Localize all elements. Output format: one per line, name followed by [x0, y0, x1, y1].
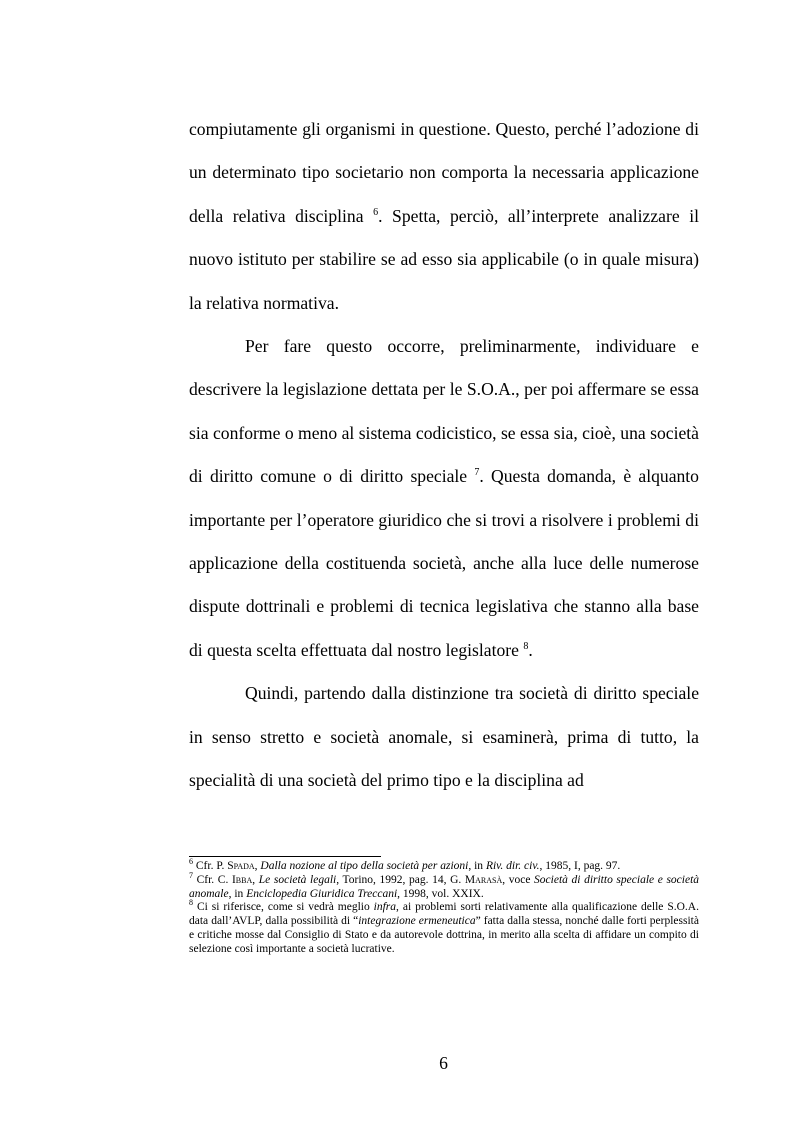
footnote-ref-8[interactable]: 8 [523, 641, 529, 653]
footnote-6 [189, 857, 699, 874]
footnote-6-number: 6 [189, 857, 193, 867]
paragraph-1-text-b: . Spetta, perciò, all’interprete analizzare il nuovo istituto per stabilire se ad esso sia applicabile (o in quale misura) la relativa normativa. [189, 205, 699, 313]
footnote-7-text: , in [228, 887, 247, 900]
paragraph-2-text-b: . Questa domanda, è alquanto importante per l’operatore giuridico che si trovi a risolvere i problemi di applicazione della costituenda società, anche alla luce delle numerose dispute dottrinali e problemi di tecnica legislativa che stanno alla base di questa scelta effettuata dal nostro legislatore [189, 466, 699, 660]
footnote-8-text: Ci si riferisce, come si vedrà meglio [193, 901, 374, 914]
footnote-6-text: Cfr. P. [193, 860, 228, 872]
footnote-7-title: Le società legali [258, 873, 337, 886]
paragraph-2-text-a: Per fare questo occorre, preliminarmente, individuare e descrivere la legislazione dettata per le S.O.A., per poi affermare se essa sia conforme o meno al sistema codicistico, se essa sia, cioè, una società di diritto comune o di diritto speciale [189, 336, 699, 487]
footnote-7-text: , [252, 873, 259, 886]
footnote-7-text: , Torino, 1992, pag. 14, G. [336, 873, 465, 886]
paragraph-3 [189, 672, 699, 802]
footnotes [189, 857, 700, 957]
footnote-7-title: Società di diritto speciale e società anomale [189, 873, 700, 900]
footnote-6-text: , [254, 860, 261, 872]
footnote-7-text: , voce [502, 873, 535, 886]
footnote-6-author: Spada [227, 860, 255, 872]
footnote-8-number: 8 [189, 898, 193, 908]
footnote-8-text: , ai problemi sorti relativamente alla qualificazione delle S.O.A. data dall’AVLP, dalla possibilità di “ [189, 901, 699, 928]
footnote-7-text: Cfr. C. [193, 873, 232, 886]
footnote-ref-6[interactable]: 6 [373, 206, 379, 218]
footnote-ref-7[interactable]: 7 [474, 467, 480, 479]
footnote-7-number: 7 [189, 870, 193, 880]
footnote-7-author: Ibba [231, 873, 253, 886]
footnote-6-journal: Riv. dir. civ. [485, 860, 540, 872]
paragraph-1-text-a: compiutamente gli organismi in questione. Questo, perché l’adozione di un determinato tipo societario non comporta la necessaria applicazione della relativa disciplina [189, 119, 699, 226]
footnote-7 [189, 870, 700, 902]
footnote-separator [189, 856, 381, 857]
body-text [189, 108, 699, 803]
footnote-8-infra: infra [373, 901, 397, 914]
footnote-8-text: ” fatta dalla stessa, nonché dalle forti perplessità e critiche mosse dal Consiglio di Stato e da autorevole dottrina, in merito alla scelta di affidare un compito di selezione così importante a società lucrative. [189, 915, 699, 955]
footnote-8 [189, 898, 699, 956]
footnote-6-text: , 1985, I, pag. 97. [539, 860, 621, 872]
paragraph-2 [189, 325, 699, 672]
footnote-6-title: Dalla nozione al tipo della società per azioni [260, 860, 469, 872]
footnote-8-term: integrazione ermeneutica [358, 915, 476, 928]
paragraph-1 [189, 108, 699, 325]
footnote-7-text: , 1998, vol. XXIX. [397, 887, 484, 900]
page-number: 6 [439, 1053, 448, 1073]
footnote-7-author: Marasà [464, 873, 503, 886]
footnote-7-work: Enciclopedia Giuridica Treccani [246, 887, 398, 900]
footnote-6-text: , in [468, 860, 486, 872]
paragraph-3-text: Quindi, partendo dalla distinzione tra società di diritto speciale in senso stretto e società anomale, si esaminerà, prima di tutto, la specialità di una società del primo tipo e la disciplina ad [189, 683, 699, 791]
paragraph-2-text-c: . [528, 639, 533, 660]
